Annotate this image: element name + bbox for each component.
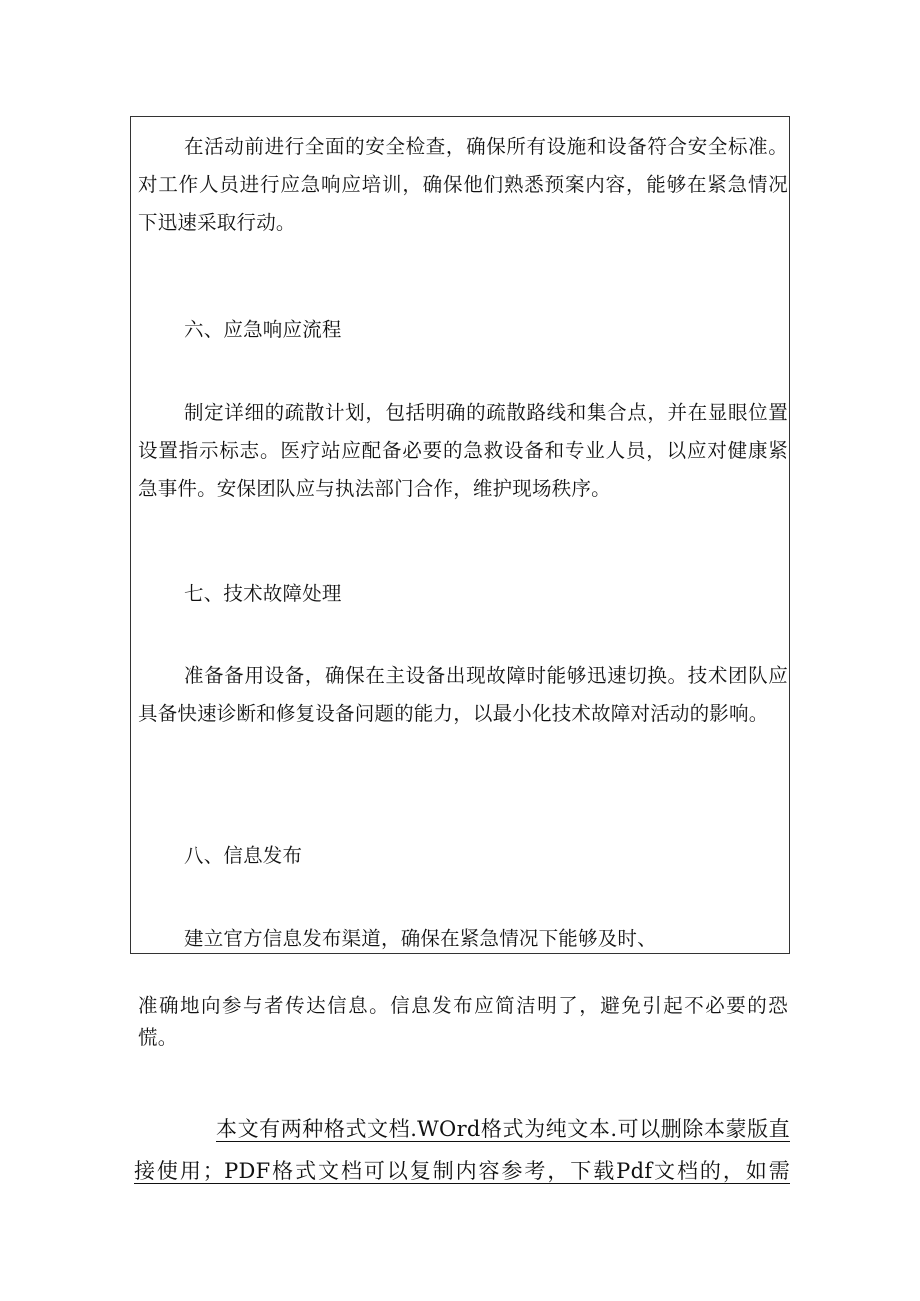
paragraph-safety-check: 在活动前进行全面的安全检查，确保所有设施和设备符合安全标准。对工作人员进行应急响应培训，确保他们熟悉预案内容，能够在紧急情况下迅速采取行动。 (138, 135, 788, 234)
section-heading-information-release: 八、信息发布 (184, 844, 303, 867)
paragraph-evacuation-plan: 制定详细的疏散计划，包括明确的疏散路线和集合点，并在显眼位置设置指示标志。医疗站应配备必要的急救设备和专业人员，以应对健康紧急事件。安保团队应与执法部门合作，维护现场秩序。 (138, 401, 788, 500)
paragraph-backup-equipment: 准备备用设备，确保在主设备出现故障时能够迅速切换。技术团队应具备快速诊断和修复设备问题的能力，以最小化技术故障对活动的影响。 (138, 664, 788, 725)
format-notice: 本文有两种格式文档.WOrd格式为纯文本.可以删除本蒙版直接使用；PDF格式文档可以复制内容参考，下载Pdf文档的，如需 (134, 1117, 790, 1183)
paragraph-continuation: 准确地向参与者传达信息。信息发布应简洁明了，避免引起不必要的恐慌。 (138, 994, 788, 1049)
section-heading-emergency-process: 六、应急响应流程 (184, 318, 342, 341)
section-heading-technical-failure: 七、技术故障处理 (184, 582, 342, 605)
paragraph-information-channel: 建立官方信息发布渠道，确保在紧急情况下能够及时、 (184, 927, 657, 950)
